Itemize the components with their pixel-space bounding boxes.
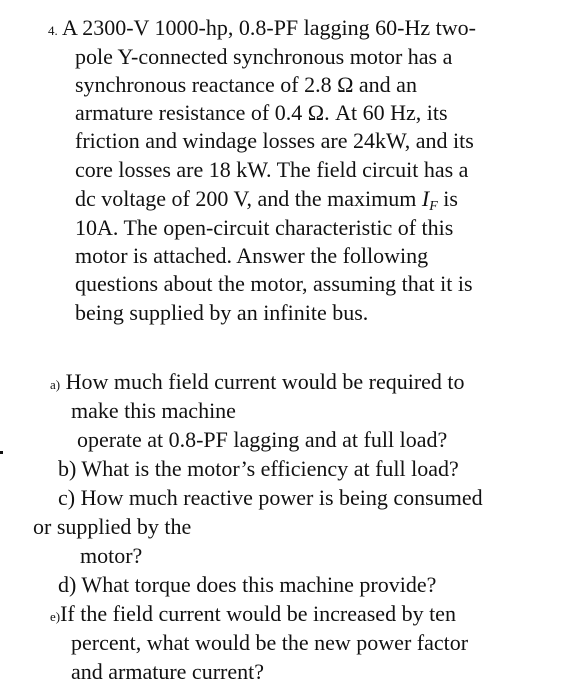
problem-line-2: pole Y-connected synchronous motor has a bbox=[75, 44, 453, 69]
question-d: d) What torque does this machine provide? bbox=[58, 572, 437, 597]
question-e-text: If the field current would be increased by ten bbox=[60, 601, 456, 626]
field-current-subscript: F bbox=[429, 199, 438, 214]
question-a-line-3: operate at 0.8-PF lagging and at full load? bbox=[77, 427, 448, 452]
question-a-text: How much field current would be required to bbox=[65, 369, 465, 394]
question-c-line-2: or supplied by the bbox=[33, 514, 192, 539]
field-current-symbol: I bbox=[421, 186, 430, 211]
problem-line-5: friction and windage losses are 24kW, and its bbox=[75, 128, 474, 153]
question-c-line-3: motor? bbox=[80, 543, 143, 568]
problem-line-9: motor is attached. Answer the following bbox=[75, 243, 429, 268]
question-e-label: e) bbox=[50, 609, 61, 624]
problem-line-7-suffix: is bbox=[437, 186, 458, 211]
problem-line-8: 10A. The open-circuit characteristic of this bbox=[75, 215, 454, 240]
question-a-line-1 bbox=[50, 368, 465, 399]
problem-text: A 2300-V 1000-hp, 0.8-PF lagging 60-Hz two- bbox=[62, 15, 476, 40]
problem-line-3: synchronous reactance of 2.8 Ω and an bbox=[75, 72, 417, 97]
problem-line-10: questions about the motor, assuming that it is bbox=[75, 271, 473, 296]
question-e-line-3: and armature current? bbox=[71, 659, 264, 684]
problem-number: 4. bbox=[48, 23, 58, 38]
question-b: b) What is the motor’s efficiency at full load? bbox=[58, 456, 459, 481]
problem-line-1 bbox=[48, 14, 476, 45]
question-e-line-2: percent, what would be the new power factor bbox=[71, 630, 469, 655]
question-e-line-1 bbox=[50, 600, 456, 631]
problem-line-11: being supplied by an infinite bus. bbox=[75, 300, 369, 325]
question-a-line-2: make this machine bbox=[71, 398, 236, 423]
problem-line-4: armature resistance of 0.4 Ω. At 60 Hz, its bbox=[75, 100, 448, 125]
problem-line-7-text: dc voltage of 200 V, and the maximum bbox=[75, 186, 422, 211]
question-a-label: a) bbox=[50, 377, 61, 392]
margin-dot bbox=[0, 451, 3, 454]
question-c-line-1: c) How much reactive power is being consumed bbox=[58, 485, 483, 510]
problem-line-6: core losses are 18 kW. The field circuit has a bbox=[75, 157, 469, 182]
